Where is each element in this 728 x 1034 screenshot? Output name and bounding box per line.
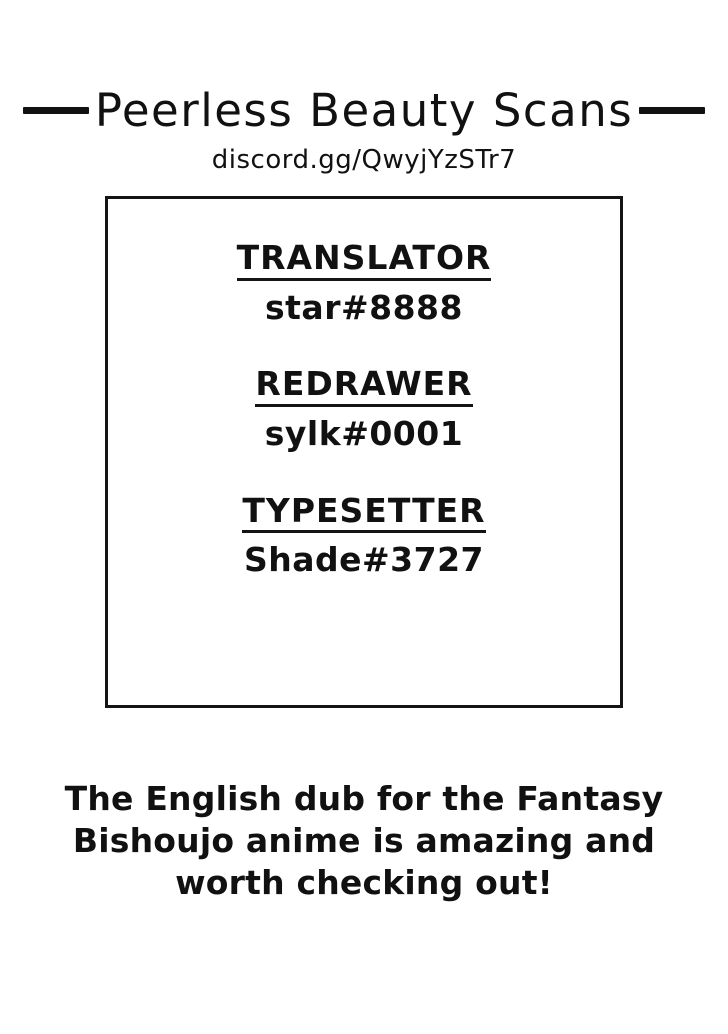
brand-row — [0, 84, 728, 137]
credits-box — [105, 196, 623, 708]
credit-role-label: TYPESETTER — [242, 494, 485, 534]
discord-link[interactable]: discord.gg/QwyjYzSTr7 — [211, 145, 517, 175]
left-rule-decoration — [23, 107, 89, 114]
credit-role-label: TRANSLATOR — [237, 241, 492, 281]
page-title: Peerless Beauty Scans — [94, 84, 634, 137]
footer-note-line: The English dub for the Fantasy — [64, 779, 664, 818]
footer-note-line: Bishoujo anime is amazing and — [72, 821, 656, 861]
credit-name-value: Shade#3727 — [243, 540, 485, 580]
credit-name-value: star#8888 — [265, 287, 463, 327]
credit-name-value: sylk#0001 — [264, 413, 464, 453]
credit-entry-redrawer — [108, 364, 620, 453]
footer-note — [60, 778, 668, 905]
footer-note-line: worth checking out! — [175, 863, 553, 903]
credit-entry-translator — [108, 238, 620, 327]
credit-role-label: REDRAWER — [255, 367, 472, 407]
page-header — [0, 84, 728, 175]
credit-entry-typesetter — [108, 490, 620, 580]
right-rule-decoration — [639, 107, 705, 114]
credits-list — [108, 199, 620, 578]
